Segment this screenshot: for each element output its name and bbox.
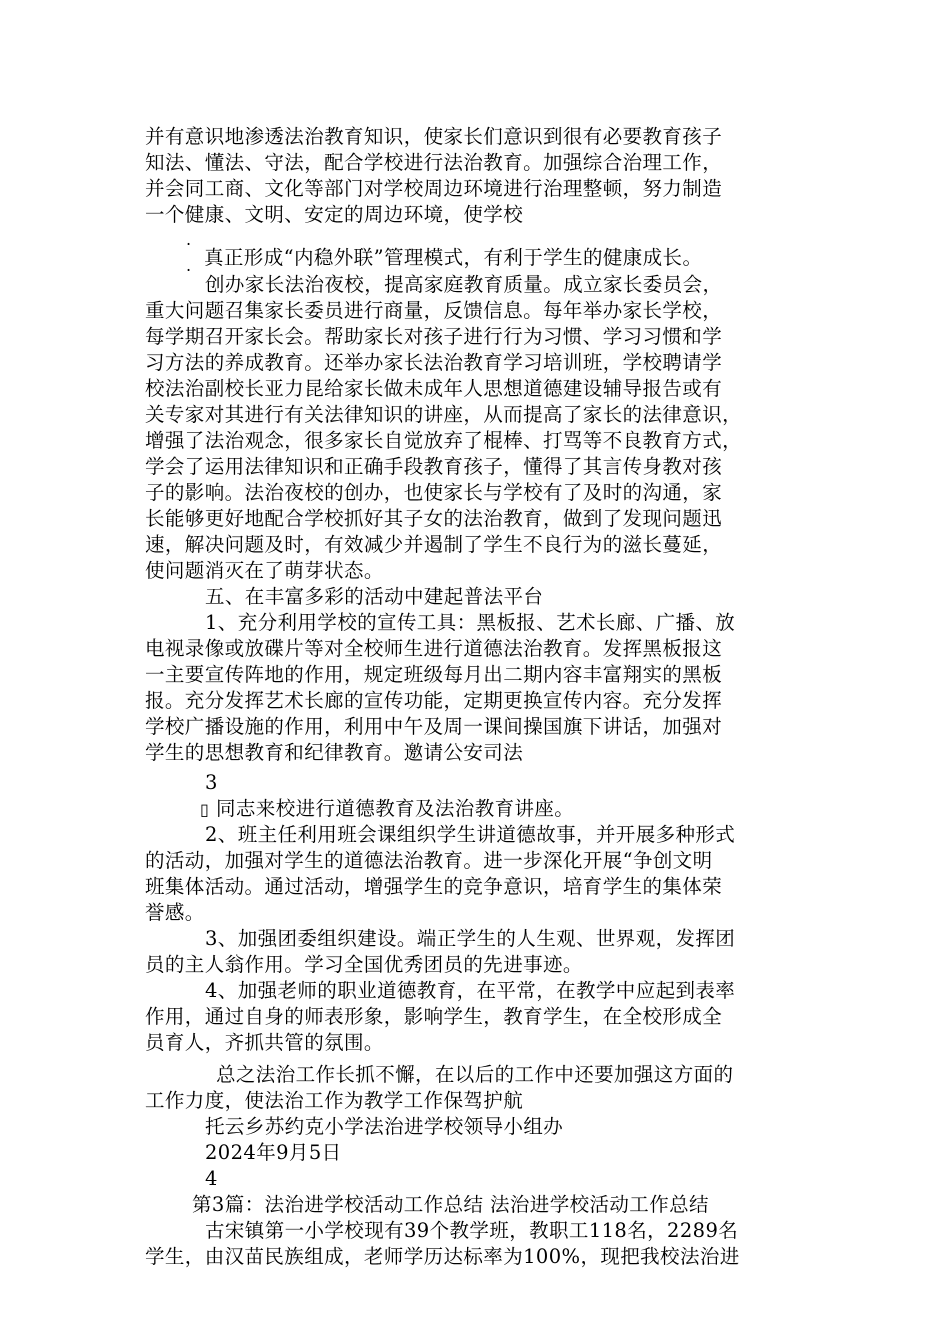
paragraph-start: 1、充分利用学校的宣传工具：黑板报、艺术长廊、广播、放 [205,611,736,634]
text-line: 子的影响。法治夜校的创办，也使家长与学校有了及时的沟通，家 [145,481,723,504]
text-line: 每学期召开家长会。帮助家长对孩子进行行为习惯、学习习惯和学 [145,325,723,348]
bullet-dot: . [186,256,192,275]
text-line: 长能够更好地配合学校抓好其子女的法治教育，做到了发现问题迅 [145,507,723,530]
text-line: 员育人，齐抓共管的氛围。 [145,1031,384,1054]
text-line: 一个健康、文明、安定的周边环境，使学校 [145,203,524,226]
text-line: 并会同工商、文化等部门对学校周边环境进行治理整顿，努力制造 [145,177,723,200]
page-number: 4 [205,1167,218,1190]
text-line: 电视录像或放碟片等对全校师生进行道德法治教育。发挥黑板报这 [145,637,723,660]
text-line: 员的主人翁作用。学习全国优秀团员的先进事迹。 [145,953,583,976]
text-line: 校法治副校长亚力昆给家长做未成年人思想道德建设辅导报告或有 [145,377,723,400]
text-line: 学生的思想教育和纪律教育。邀请公安司法 [145,741,524,764]
paragraph-start: 4、加强老师的职业道德教育，在平常，在教学中应起到表率 [205,979,736,1002]
paragraph-start: 2、班主任利用班会课组织学生讲道德故事，并开展多种形式 [205,823,736,846]
chapter-heading: 第3篇：法治进学校活动工作总结 法治进学校活动工作总结 [192,1193,709,1216]
text-line: 的活动，加强对学生的道德法治教育。进一步深化开展“争创文明 [145,849,713,872]
paragraph-start: 古宋镇第一小学校现有39个教学班，教职工118名，2289名 [205,1219,739,1242]
paragraph-start: 总之法治工作长抓不懈，在以后的工作中还要加强这方面的 [216,1063,734,1086]
text-line: 誉感。 [145,901,205,924]
signature-org: 托云乡苏约克小学法治进学校领导小组办 [205,1115,564,1138]
text-line: 并有意识地渗透法治教育知识，使家长们意识到很有必要教育孩子 [145,125,723,148]
text-line: 学生，由汉苗民族组成，老师学历达标率为100%，现把我校法治进 [145,1245,740,1268]
text-line: 学校广播设施的作用，利用中午及周一课间操国旗下讲话，加强对 [145,715,723,738]
text-line: 报。充分发挥艺术长廊的宣传功能，定期更换宣传内容。充分发挥 [145,689,723,712]
missing-glyph-mark: ▯ [200,800,210,819]
paragraph-start: 3、加强团委组织建设。端正学生的人生观、世界观，发挥团 [205,927,736,950]
signature-date: 2024年9月5日 [205,1141,342,1164]
text-line: 速，解决问题及时，有效减少并遏制了学生不良行为的滋长蔓延， [145,533,723,556]
text-line: 学会了运用法律知识和正确手段教育孩子，懂得了其言传身教对孩 [145,455,723,478]
text-line: 习方法的养成教育。还举办家长法治教育学习培训班，学校聘请学 [145,351,723,374]
text-line: 作用，通过自身的师表形象，影响学生，教育学生，在全校形成全 [145,1005,723,1028]
section-heading: 五、在丰富多彩的活动中建起普法平台 [205,585,544,608]
text-line: 使问题消灭在了萌芽状态。 [145,559,384,582]
page-number: 3 [205,771,218,794]
text-line: 同志来校进行道德教育及法治教育讲座。 [216,797,575,820]
text-line: 知法、懂法、守法，配合学校进行法治教育。加强综合治理工作， [145,151,723,174]
text-line: 增强了法治观念，很多家长自觉放弃了棍棒、打骂等不良教育方式， [145,429,743,452]
text-line: 工作力度，使法治工作为教学工作保驾护航 [145,1089,524,1112]
paragraph-start: 创办家长法治夜校，提高家庭教育质量。成立家长委员会， [205,273,723,296]
text-line: 一主要宣传阵地的作用，规定班级每月出二期内容丰富翔实的黑板 [145,663,723,686]
text-line: 重大问题召集家长委员进行商量，反馈信息。每年举办家长学校， [145,299,723,322]
bullet-dot: . [186,230,192,249]
text-line: 关专家对其进行有关法律知识的讲座，从而提高了家长的法律意识， [145,403,743,426]
text-line: 真正形成“内稳外联”管理模式，有利于学生的健康成长。 [204,246,703,269]
text-line: 班集体活动。通过活动，增强学生的竞争意识，培育学生的集体荣 [145,875,723,898]
